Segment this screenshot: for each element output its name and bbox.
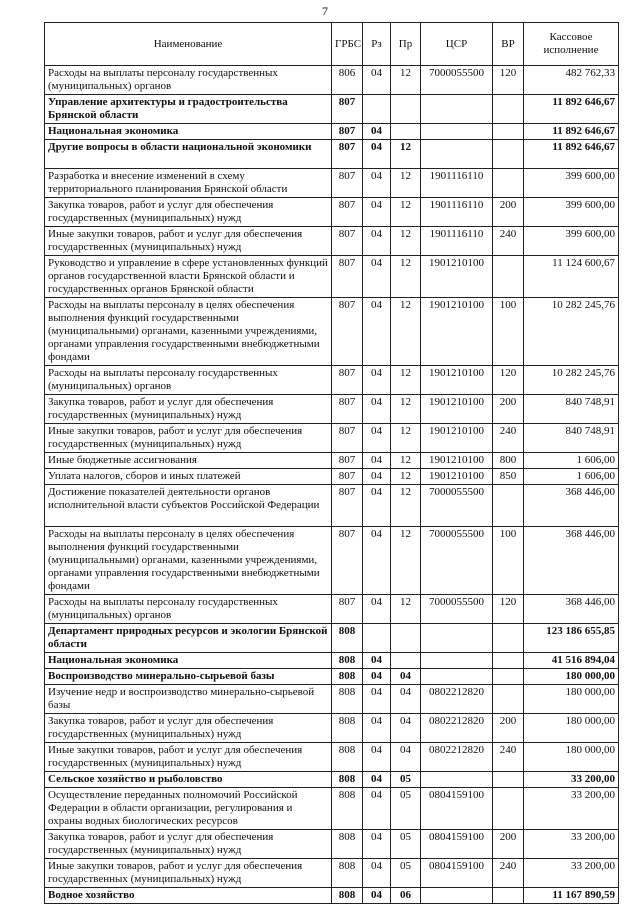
cell-grbs: 808 bbox=[332, 888, 363, 904]
table-row bbox=[45, 227, 619, 256]
cell-vr: 100 bbox=[493, 527, 524, 595]
cell-grbs: 808 bbox=[332, 743, 363, 772]
cell-csr bbox=[421, 140, 493, 169]
cell-name: Иные закупки товаров, работ и услуг для обеспечения государственных (муниципальных) нужд bbox=[45, 424, 332, 453]
cell-name: Расходы на выплаты персоналу в целях обеспечения выполнения функций государственными (муниципальными) органами, казенными учреждениями, органами управления государственными внебюджетными фондами bbox=[45, 298, 332, 366]
cell-amount: 368 446,00 bbox=[524, 485, 619, 527]
cell-vr bbox=[493, 95, 524, 124]
cell-rz: 04 bbox=[363, 595, 391, 624]
cell-csr: 1901210100 bbox=[421, 395, 493, 424]
cell-pr: 04 bbox=[391, 669, 421, 685]
cell-vr: 200 bbox=[493, 714, 524, 743]
cell-grbs: 807 bbox=[332, 95, 363, 124]
cell-pr: 04 bbox=[391, 743, 421, 772]
cell-vr bbox=[493, 788, 524, 830]
cell-vr bbox=[493, 653, 524, 669]
table-row bbox=[45, 669, 619, 685]
cell-grbs: 807 bbox=[332, 424, 363, 453]
cell-name: Воспроизводство минерально-сырьевой базы bbox=[45, 669, 332, 685]
cell-pr bbox=[391, 95, 421, 124]
cell-csr bbox=[421, 669, 493, 685]
cell-csr bbox=[421, 653, 493, 669]
cell-amount: 840 748,91 bbox=[524, 424, 619, 453]
table-header-row bbox=[45, 23, 619, 66]
cell-grbs: 808 bbox=[332, 669, 363, 685]
cell-grbs: 808 bbox=[332, 788, 363, 830]
cell-name: Водное хозяйство bbox=[45, 888, 332, 904]
cell-pr bbox=[391, 624, 421, 653]
cell-csr: 0802212820 bbox=[421, 743, 493, 772]
cell-vr: 200 bbox=[493, 395, 524, 424]
cell-vr: 240 bbox=[493, 743, 524, 772]
cell-csr bbox=[421, 772, 493, 788]
cell-vr: 240 bbox=[493, 227, 524, 256]
cell-grbs: 808 bbox=[332, 859, 363, 888]
cell-csr: 1901210100 bbox=[421, 424, 493, 453]
cell-grbs: 807 bbox=[332, 227, 363, 256]
table-row bbox=[45, 198, 619, 227]
cell-amount: 180 000,00 bbox=[524, 714, 619, 743]
cell-name: Расходы на выплаты персоналу государственных (муниципальных) органов bbox=[45, 366, 332, 395]
cell-amount: 33 200,00 bbox=[524, 788, 619, 830]
cell-amount: 41 516 894,04 bbox=[524, 653, 619, 669]
cell-name: Национальная экономика bbox=[45, 653, 332, 669]
cell-vr bbox=[493, 485, 524, 527]
cell-name: Сельское хозяйство и рыболовство bbox=[45, 772, 332, 788]
cell-vr bbox=[493, 124, 524, 140]
cell-vr: 850 bbox=[493, 469, 524, 485]
cell-grbs: 807 bbox=[332, 140, 363, 169]
cell-pr: 12 bbox=[391, 395, 421, 424]
cell-name: Иные закупки товаров, работ и услуг для обеспечения государственных (муниципальных) нужд bbox=[45, 859, 332, 888]
table-row bbox=[45, 66, 619, 95]
cell-rz: 04 bbox=[363, 685, 391, 714]
table-row bbox=[45, 743, 619, 772]
cell-grbs: 808 bbox=[332, 653, 363, 669]
cell-amount: 11 124 600,67 bbox=[524, 256, 619, 298]
cell-name: Уплата налогов, сборов и иных платежей bbox=[45, 469, 332, 485]
table-row bbox=[45, 169, 619, 198]
cell-pr: 06 bbox=[391, 888, 421, 904]
cell-name: Закупка товаров, работ и услуг для обеспечения государственных (муниципальных) нужд bbox=[45, 714, 332, 743]
cell-rz: 04 bbox=[363, 743, 391, 772]
cell-grbs: 808 bbox=[332, 685, 363, 714]
cell-csr: 7000055500 bbox=[421, 485, 493, 527]
cell-pr: 12 bbox=[391, 298, 421, 366]
cell-amount: 482 762,33 bbox=[524, 66, 619, 95]
cell-rz: 04 bbox=[363, 888, 391, 904]
header-rz: Рз bbox=[363, 23, 391, 66]
budget-execution-table bbox=[44, 22, 619, 904]
table-row bbox=[45, 453, 619, 469]
cell-csr: 0804159100 bbox=[421, 859, 493, 888]
cell-rz: 04 bbox=[363, 653, 391, 669]
cell-rz: 04 bbox=[363, 66, 391, 95]
cell-vr bbox=[493, 256, 524, 298]
cell-name: Расходы на выплаты персоналу государственных (муниципальных) органов bbox=[45, 595, 332, 624]
cell-vr: 120 bbox=[493, 66, 524, 95]
cell-pr: 12 bbox=[391, 169, 421, 198]
cell-rz: 04 bbox=[363, 788, 391, 830]
cell-rz: 04 bbox=[363, 453, 391, 469]
cell-amount: 368 446,00 bbox=[524, 527, 619, 595]
cell-csr bbox=[421, 888, 493, 904]
cell-vr bbox=[493, 624, 524, 653]
cell-pr: 12 bbox=[391, 366, 421, 395]
table-row bbox=[45, 595, 619, 624]
cell-rz: 04 bbox=[363, 859, 391, 888]
cell-vr bbox=[493, 772, 524, 788]
cell-csr: 7000055500 bbox=[421, 527, 493, 595]
cell-grbs: 807 bbox=[332, 366, 363, 395]
cell-csr bbox=[421, 124, 493, 140]
cell-name: Другие вопросы в области национальной экономики bbox=[45, 140, 332, 169]
cell-vr: 800 bbox=[493, 453, 524, 469]
cell-grbs: 807 bbox=[332, 395, 363, 424]
cell-grbs: 807 bbox=[332, 298, 363, 366]
cell-amount: 10 282 245,76 bbox=[524, 298, 619, 366]
cell-vr bbox=[493, 140, 524, 169]
cell-rz: 04 bbox=[363, 669, 391, 685]
cell-vr: 120 bbox=[493, 595, 524, 624]
cell-pr: 12 bbox=[391, 424, 421, 453]
cell-csr: 1901210100 bbox=[421, 469, 493, 485]
cell-name: Достижение показателей деятельности органов исполнительной власти субъектов Российской Федерации bbox=[45, 485, 332, 527]
cell-rz: 04 bbox=[363, 198, 391, 227]
table-row bbox=[45, 485, 619, 527]
table-row bbox=[45, 298, 619, 366]
cell-grbs: 808 bbox=[332, 714, 363, 743]
cell-grbs: 808 bbox=[332, 830, 363, 859]
header-name: Наименование bbox=[45, 23, 332, 66]
cell-amount: 180 000,00 bbox=[524, 743, 619, 772]
cell-name: Изучение недр и воспроизводство минерально-сырьевой базы bbox=[45, 685, 332, 714]
cell-name: Иные закупки товаров, работ и услуг для обеспечения государственных (муниципальных) нужд bbox=[45, 743, 332, 772]
cell-rz: 04 bbox=[363, 227, 391, 256]
cell-vr: 240 bbox=[493, 424, 524, 453]
cell-name: Руководство и управление в сфере установленных функций органов государственной власти Брянской области и государственных органов Брянской области bbox=[45, 256, 332, 298]
cell-name: Закупка товаров, работ и услуг для обеспечения государственных (муниципальных) нужд bbox=[45, 198, 332, 227]
cell-rz: 04 bbox=[363, 527, 391, 595]
cell-name: Разработка и внесение изменений в схему территориального планирования Брянской области bbox=[45, 169, 332, 198]
cell-rz: 04 bbox=[363, 469, 391, 485]
table-row bbox=[45, 395, 619, 424]
cell-csr bbox=[421, 95, 493, 124]
table-row bbox=[45, 624, 619, 653]
cell-amount: 399 600,00 bbox=[524, 227, 619, 256]
table-row bbox=[45, 653, 619, 669]
cell-csr: 0804159100 bbox=[421, 788, 493, 830]
cell-grbs: 807 bbox=[332, 198, 363, 227]
cell-pr: 05 bbox=[391, 788, 421, 830]
cell-grbs: 808 bbox=[332, 624, 363, 653]
cell-pr: 12 bbox=[391, 485, 421, 527]
table-row bbox=[45, 772, 619, 788]
cell-pr: 12 bbox=[391, 595, 421, 624]
cell-vr: 120 bbox=[493, 366, 524, 395]
cell-amount: 399 600,00 bbox=[524, 198, 619, 227]
page-number: 7 bbox=[322, 4, 328, 18]
header-grbs: ГРБС bbox=[332, 23, 363, 66]
cell-csr: 1901210100 bbox=[421, 298, 493, 366]
table-row bbox=[45, 469, 619, 485]
cell-name: Управление архитектуры и градостроительства Брянской области bbox=[45, 95, 332, 124]
cell-pr: 12 bbox=[391, 198, 421, 227]
cell-pr: 12 bbox=[391, 256, 421, 298]
cell-grbs: 807 bbox=[332, 469, 363, 485]
cell-csr: 0802212820 bbox=[421, 714, 493, 743]
cell-rz: 04 bbox=[363, 714, 391, 743]
table-row bbox=[45, 366, 619, 395]
cell-pr: 12 bbox=[391, 140, 421, 169]
cell-pr: 04 bbox=[391, 685, 421, 714]
cell-vr bbox=[493, 685, 524, 714]
cell-name: Иные бюджетные ассигнования bbox=[45, 453, 332, 469]
table-row bbox=[45, 788, 619, 830]
cell-csr: 1901116110 bbox=[421, 169, 493, 198]
table-row bbox=[45, 256, 619, 298]
cell-vr bbox=[493, 888, 524, 904]
cell-rz: 04 bbox=[363, 772, 391, 788]
table-row bbox=[45, 859, 619, 888]
cell-csr bbox=[421, 624, 493, 653]
header-pr: Пр bbox=[391, 23, 421, 66]
cell-rz: 04 bbox=[363, 169, 391, 198]
table-row bbox=[45, 527, 619, 595]
cell-pr bbox=[391, 653, 421, 669]
cell-name: Осуществление переданных полномочий Российской Федерации в области организации, регулирования и охраны водных биологических ресурсов bbox=[45, 788, 332, 830]
cell-rz: 04 bbox=[363, 140, 391, 169]
header-vr: ВР bbox=[493, 23, 524, 66]
cell-grbs: 807 bbox=[332, 169, 363, 198]
cell-amount: 368 446,00 bbox=[524, 595, 619, 624]
cell-rz: 04 bbox=[363, 395, 391, 424]
cell-rz: 04 bbox=[363, 424, 391, 453]
cell-name: Национальная экономика bbox=[45, 124, 332, 140]
cell-rz: 04 bbox=[363, 830, 391, 859]
cell-name: Департамент природных ресурсов и экологии Брянской области bbox=[45, 624, 332, 653]
cell-amount: 10 282 245,76 bbox=[524, 366, 619, 395]
cell-pr: 05 bbox=[391, 859, 421, 888]
cell-amount: 1 606,00 bbox=[524, 453, 619, 469]
table-row bbox=[45, 424, 619, 453]
cell-pr: 12 bbox=[391, 227, 421, 256]
cell-rz: 04 bbox=[363, 124, 391, 140]
cell-csr: 1901210100 bbox=[421, 256, 493, 298]
cell-amount: 1 606,00 bbox=[524, 469, 619, 485]
cell-amount: 11 892 646,67 bbox=[524, 124, 619, 140]
cell-name: Расходы на выплаты персоналу государственных (муниципальных) органов bbox=[45, 66, 332, 95]
cell-name: Расходы на выплаты персоналу в целях обеспечения выполнения функций государственными (муниципальными) органами, казенными учреждениями, органами управления государственными внебюджетными фондами bbox=[45, 527, 332, 595]
cell-pr: 12 bbox=[391, 66, 421, 95]
cell-csr: 1901210100 bbox=[421, 453, 493, 469]
cell-grbs: 807 bbox=[332, 485, 363, 527]
cell-grbs: 806 bbox=[332, 66, 363, 95]
cell-amount: 399 600,00 bbox=[524, 169, 619, 198]
cell-name: Иные закупки товаров, работ и услуг для обеспечения государственных (муниципальных) нужд bbox=[45, 227, 332, 256]
cell-rz: 04 bbox=[363, 366, 391, 395]
cell-grbs: 807 bbox=[332, 256, 363, 298]
table-row bbox=[45, 714, 619, 743]
table-row bbox=[45, 124, 619, 140]
cell-vr: 100 bbox=[493, 298, 524, 366]
cell-rz bbox=[363, 95, 391, 124]
cell-rz: 04 bbox=[363, 298, 391, 366]
cell-csr: 0802212820 bbox=[421, 685, 493, 714]
cell-amount: 33 200,00 bbox=[524, 830, 619, 859]
cell-amount: 840 748,91 bbox=[524, 395, 619, 424]
cell-csr: 7000055500 bbox=[421, 66, 493, 95]
cell-grbs: 807 bbox=[332, 124, 363, 140]
cell-csr: 0804159100 bbox=[421, 830, 493, 859]
cell-pr: 12 bbox=[391, 527, 421, 595]
table-row bbox=[45, 685, 619, 714]
cell-name: Закупка товаров, работ и услуг для обеспечения государственных (муниципальных) нужд bbox=[45, 395, 332, 424]
cell-name: Закупка товаров, работ и услуг для обеспечения государственных (муниципальных) нужд bbox=[45, 830, 332, 859]
cell-grbs: 807 bbox=[332, 527, 363, 595]
cell-grbs: 807 bbox=[332, 595, 363, 624]
cell-amount: 11 892 646,67 bbox=[524, 140, 619, 169]
cell-vr: 200 bbox=[493, 830, 524, 859]
cell-grbs: 808 bbox=[332, 772, 363, 788]
header-amount: Кассовое исполнение bbox=[524, 23, 619, 66]
cell-pr: 05 bbox=[391, 830, 421, 859]
cell-csr: 7000055500 bbox=[421, 595, 493, 624]
cell-amount: 180 000,00 bbox=[524, 669, 619, 685]
cell-amount: 33 200,00 bbox=[524, 772, 619, 788]
cell-vr: 200 bbox=[493, 198, 524, 227]
cell-rz: 04 bbox=[363, 256, 391, 298]
cell-amount: 11 167 890,59 bbox=[524, 888, 619, 904]
cell-pr: 12 bbox=[391, 469, 421, 485]
cell-vr bbox=[493, 669, 524, 685]
cell-pr: 12 bbox=[391, 453, 421, 469]
cell-vr: 240 bbox=[493, 859, 524, 888]
cell-pr: 04 bbox=[391, 714, 421, 743]
table-row bbox=[45, 95, 619, 124]
cell-csr: 1901210100 bbox=[421, 366, 493, 395]
cell-rz bbox=[363, 624, 391, 653]
cell-amount: 11 892 646,67 bbox=[524, 95, 619, 124]
cell-amount: 33 200,00 bbox=[524, 859, 619, 888]
cell-pr bbox=[391, 124, 421, 140]
table-row bbox=[45, 830, 619, 859]
table-row bbox=[45, 888, 619, 904]
cell-amount: 180 000,00 bbox=[524, 685, 619, 714]
header-csr: ЦСР bbox=[421, 23, 493, 66]
cell-grbs: 807 bbox=[332, 453, 363, 469]
table-row bbox=[45, 140, 619, 169]
cell-amount: 123 186 655,85 bbox=[524, 624, 619, 653]
cell-vr bbox=[493, 169, 524, 198]
cell-csr: 1901116110 bbox=[421, 198, 493, 227]
cell-csr: 1901116110 bbox=[421, 227, 493, 256]
cell-rz: 04 bbox=[363, 485, 391, 527]
cell-pr: 05 bbox=[391, 772, 421, 788]
